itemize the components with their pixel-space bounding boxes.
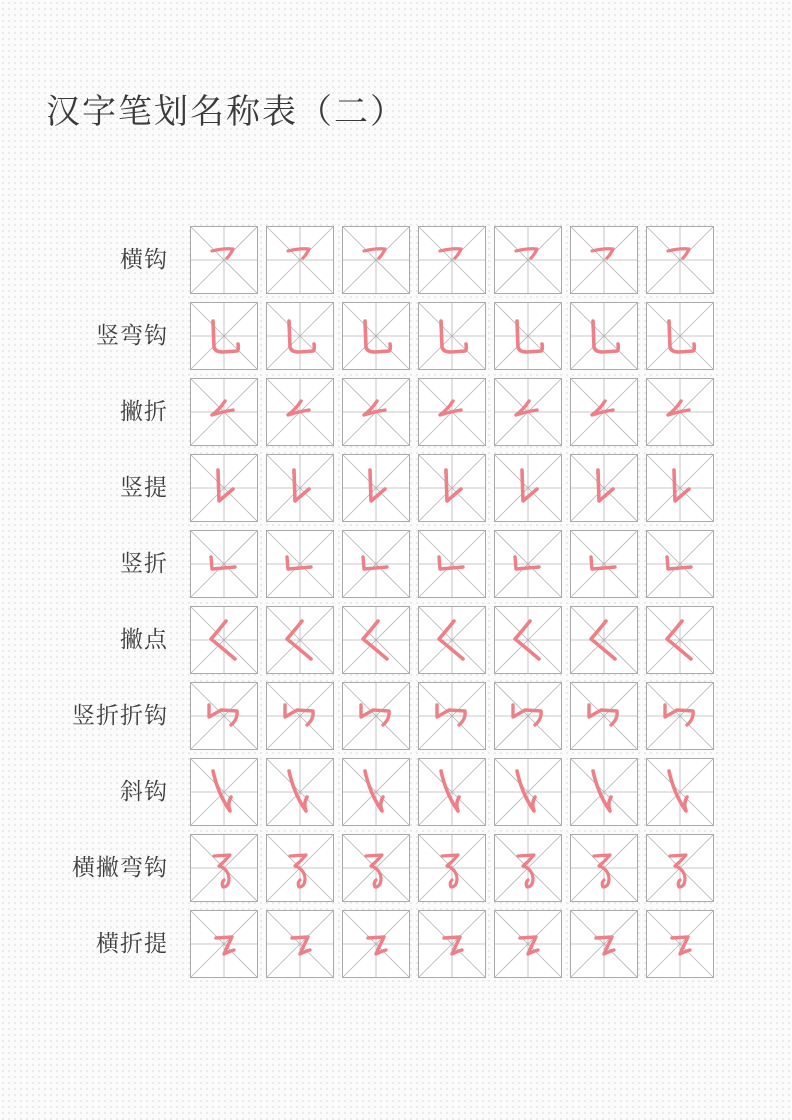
stroke-xie-gou-icon <box>495 759 561 825</box>
stroke-heng-pie-wan-gou-icon <box>647 835 713 901</box>
stroke-path <box>364 249 385 258</box>
stroke-row <box>40 302 720 370</box>
stroke-heng-pie-wan-gou-icon <box>343 835 409 901</box>
stroke-shu-wan-gou-icon <box>495 303 561 369</box>
stroke-shu-wan-gou-icon <box>571 303 637 369</box>
stroke-name: 竖折 <box>120 551 168 577</box>
practice-cell <box>266 834 334 902</box>
practice-cell <box>494 758 562 826</box>
practice-cell <box>342 530 410 598</box>
practice-cell <box>494 302 562 370</box>
stroke-shu-zhe-icon <box>495 531 561 597</box>
stroke-shu-zhe-zhe-gou-icon <box>267 683 333 749</box>
practice-cell <box>418 302 486 370</box>
practice-cell <box>646 682 714 750</box>
practice-cell <box>418 910 486 978</box>
stroke-pie-dian-icon <box>419 607 485 673</box>
stroke-row <box>40 378 720 446</box>
stroke-heng-gou-icon <box>267 227 333 293</box>
stroke-path <box>290 855 306 887</box>
stroke-heng-zhe-ti-icon <box>495 911 561 977</box>
stroke-path <box>593 771 611 811</box>
stroke-heng-gou-icon <box>191 227 257 293</box>
practice-cell <box>266 226 334 294</box>
stroke-name: 横钩 <box>120 247 168 273</box>
stroke-path <box>213 771 231 811</box>
stroke-shu-zhe-icon <box>267 531 333 597</box>
stroke-path <box>668 249 689 258</box>
practice-cell <box>190 910 258 978</box>
practice-cell <box>190 302 258 370</box>
practice-cell <box>342 682 410 750</box>
stroke-pie-dian-icon <box>495 607 561 673</box>
practice-cell <box>342 910 410 978</box>
practice-cell <box>190 378 258 446</box>
stroke-row <box>40 606 720 674</box>
stroke-path <box>440 249 461 258</box>
stroke-path <box>370 470 385 501</box>
stroke-xie-gou-icon <box>571 759 637 825</box>
practice-cell <box>266 910 334 978</box>
stroke-path <box>516 249 537 258</box>
practice-cell <box>418 530 486 598</box>
practice-cell <box>342 758 410 826</box>
practice-cell <box>494 454 562 522</box>
stroke-shu-ti-icon <box>191 455 257 521</box>
stroke-row <box>40 758 720 826</box>
stroke-xie-gou-icon <box>647 759 713 825</box>
page-title: 汉字笔划名称表（二） <box>46 92 406 132</box>
practice-cell <box>418 226 486 294</box>
practice-cell <box>342 454 410 522</box>
practice-cell <box>494 606 562 674</box>
stroke-name: 撇点 <box>120 627 168 653</box>
practice-cell <box>646 758 714 826</box>
stroke-name: 竖弯钩 <box>96 323 168 349</box>
stroke-path <box>446 470 461 501</box>
stroke-pie-dian-icon <box>267 607 333 673</box>
practice-cell <box>646 302 714 370</box>
stroke-shu-zhe-icon <box>647 531 713 597</box>
practice-cell <box>646 834 714 902</box>
stroke-heng-pie-wan-gou-icon <box>419 835 485 901</box>
stroke-row <box>40 226 720 294</box>
stroke-path <box>674 470 689 501</box>
stroke-heng-gou-icon <box>571 227 637 293</box>
stroke-pie-zhe-icon <box>571 379 637 445</box>
stroke-path <box>669 771 687 811</box>
stroke-path <box>594 855 610 887</box>
stroke-shu-ti-icon <box>267 455 333 521</box>
stroke-row <box>40 454 720 522</box>
stroke-heng-zhe-ti-icon <box>571 911 637 977</box>
practice-cell <box>342 606 410 674</box>
stroke-path <box>518 855 534 887</box>
stroke-shu-zhe-zhe-gou-icon <box>419 683 485 749</box>
stroke-name: 竖折折钩 <box>72 703 168 729</box>
stroke-shu-wan-gou-icon <box>191 303 257 369</box>
stroke-shu-ti-icon <box>495 455 561 521</box>
practice-cell <box>418 834 486 902</box>
stroke-shu-ti-icon <box>343 455 409 521</box>
practice-cell <box>418 682 486 750</box>
stroke-pie-zhe-icon <box>267 379 333 445</box>
practice-cell <box>570 682 638 750</box>
practice-cell <box>646 454 714 522</box>
practice-cell <box>266 606 334 674</box>
stroke-pie-zhe-icon <box>419 379 485 445</box>
practice-cell <box>342 226 410 294</box>
practice-cell <box>494 834 562 902</box>
stroke-row <box>40 910 720 978</box>
stroke-pie-zhe-icon <box>343 379 409 445</box>
stroke-path <box>592 249 613 258</box>
stroke-heng-zhe-ti-icon <box>267 911 333 977</box>
stroke-path <box>598 470 613 501</box>
stroke-pie-dian-icon <box>647 607 713 673</box>
practice-cell <box>646 910 714 978</box>
stroke-name: 横撇弯钩 <box>72 855 168 881</box>
stroke-pie-dian-icon <box>343 607 409 673</box>
stroke-xie-gou-icon <box>419 759 485 825</box>
practice-cell <box>190 226 258 294</box>
practice-cell <box>342 378 410 446</box>
practice-cell <box>266 758 334 826</box>
practice-cell <box>418 606 486 674</box>
stroke-xie-gou-icon <box>267 759 333 825</box>
stroke-shu-zhe-zhe-gou-icon <box>343 683 409 749</box>
practice-cell <box>570 226 638 294</box>
practice-cell <box>570 606 638 674</box>
practice-cell <box>190 530 258 598</box>
stroke-path <box>522 470 537 501</box>
stroke-name: 撇折 <box>120 399 168 425</box>
practice-cell <box>418 758 486 826</box>
stroke-shu-wan-gou-icon <box>647 303 713 369</box>
stroke-shu-wan-gou-icon <box>343 303 409 369</box>
stroke-name: 竖提 <box>120 475 168 501</box>
practice-cell <box>646 378 714 446</box>
practice-cell <box>494 378 562 446</box>
stroke-path <box>294 470 309 501</box>
stroke-path <box>212 249 233 258</box>
stroke-name: 横折提 <box>96 931 168 957</box>
stroke-heng-pie-wan-gou-icon <box>495 835 561 901</box>
practice-cell <box>646 226 714 294</box>
practice-cell <box>570 758 638 826</box>
stroke-path <box>214 855 230 887</box>
stroke-path <box>288 249 309 258</box>
stroke-shu-wan-gou-icon <box>419 303 485 369</box>
stroke-xie-gou-icon <box>191 759 257 825</box>
practice-cell <box>190 454 258 522</box>
practice-cell <box>342 302 410 370</box>
stroke-row <box>40 834 720 902</box>
practice-cell <box>266 454 334 522</box>
stroke-heng-zhe-ti-icon <box>343 911 409 977</box>
practice-cell <box>570 910 638 978</box>
stroke-shu-zhe-icon <box>419 531 485 597</box>
stroke-pie-dian-icon <box>571 607 637 673</box>
practice-cell <box>190 682 258 750</box>
practice-cell <box>418 378 486 446</box>
practice-cell <box>266 302 334 370</box>
stroke-shu-zhe-zhe-gou-icon <box>571 683 637 749</box>
practice-cell <box>494 910 562 978</box>
stroke-shu-wan-gou-icon <box>267 303 333 369</box>
practice-cell <box>570 302 638 370</box>
stroke-shu-zhe-icon <box>571 531 637 597</box>
practice-cell <box>266 378 334 446</box>
stroke-heng-zhe-ti-icon <box>647 911 713 977</box>
stroke-heng-zhe-ti-icon <box>419 911 485 977</box>
stroke-pie-zhe-icon <box>647 379 713 445</box>
stroke-shu-zhe-zhe-gou-icon <box>191 683 257 749</box>
practice-cell <box>570 530 638 598</box>
stroke-pie-dian-icon <box>191 607 257 673</box>
stroke-heng-pie-wan-gou-icon <box>267 835 333 901</box>
stroke-shu-ti-icon <box>647 455 713 521</box>
stroke-path <box>670 855 686 887</box>
stroke-path <box>442 855 458 887</box>
stroke-path <box>441 771 459 811</box>
practice-cell <box>494 530 562 598</box>
stroke-pie-zhe-icon <box>191 379 257 445</box>
practice-cell <box>342 834 410 902</box>
stroke-xie-gou-icon <box>343 759 409 825</box>
practice-cell <box>190 834 258 902</box>
practice-cell <box>570 454 638 522</box>
stroke-shu-ti-icon <box>419 455 485 521</box>
stroke-path <box>289 771 307 811</box>
practice-cell <box>418 454 486 522</box>
stroke-path <box>366 855 382 887</box>
stroke-shu-ti-icon <box>571 455 637 521</box>
stroke-heng-gou-icon <box>647 227 713 293</box>
stroke-shu-zhe-icon <box>343 531 409 597</box>
stroke-shu-zhe-icon <box>191 531 257 597</box>
practice-cell <box>494 226 562 294</box>
practice-cell <box>266 682 334 750</box>
stroke-path <box>517 771 535 811</box>
stroke-row <box>40 682 720 750</box>
stroke-row <box>40 530 720 598</box>
stroke-heng-gou-icon <box>419 227 485 293</box>
stroke-name: 斜钩 <box>120 779 168 805</box>
stroke-path <box>365 771 383 811</box>
practice-cell <box>494 682 562 750</box>
practice-cell <box>190 758 258 826</box>
practice-cell <box>570 378 638 446</box>
practice-cell <box>646 530 714 598</box>
stroke-heng-gou-icon <box>343 227 409 293</box>
stroke-heng-pie-wan-gou-icon <box>571 835 637 901</box>
stroke-path <box>218 470 233 501</box>
practice-cell <box>266 530 334 598</box>
practice-cell <box>570 834 638 902</box>
practice-cell <box>646 606 714 674</box>
stroke-pie-zhe-icon <box>495 379 561 445</box>
stroke-heng-pie-wan-gou-icon <box>191 835 257 901</box>
stroke-heng-gou-icon <box>495 227 561 293</box>
stroke-heng-zhe-ti-icon <box>191 911 257 977</box>
stroke-shu-zhe-zhe-gou-icon <box>495 683 561 749</box>
practice-cell <box>190 606 258 674</box>
stroke-shu-zhe-zhe-gou-icon <box>647 683 713 749</box>
